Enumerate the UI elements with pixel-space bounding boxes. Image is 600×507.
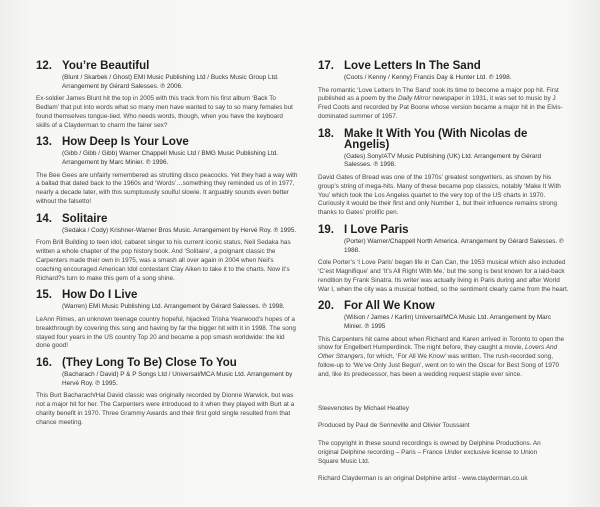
right-column	[318, 61, 570, 493]
notes-italic: Lovers And Other Strangers	[318, 344, 558, 361]
track-credit: (Gates) Sony/ATV Music Publishing (UK) Ltd. Arrangement by Gérard Salesses. ℗ 1998.	[344, 152, 542, 169]
track-credit: (Sedaka / Cody) Krishner-Warner Bros Music. Arrangement by Hervé Roy. ℗ 1995.	[62, 226, 297, 234]
track-number: 17.	[318, 60, 334, 72]
track-17	[318, 61, 570, 122]
track-credit: (Coots / Kenny / Kenny) Francis Day & Hunter Ltd. ℗ 1998.	[344, 74, 512, 81]
track-18	[318, 129, 570, 218]
notes-text: newspaper in 1931, it was set to music by J Fred Coots and recorded by Pat Boone whose version became a major hit in the Elvis-dominated summer of 1957.	[318, 95, 563, 120]
track-15	[36, 290, 298, 351]
credits-block	[318, 405, 570, 494]
track-title: You’re Beautiful	[62, 60, 150, 72]
track-notes: The Bee Gees are unfairly remembered as strutting disco peacocks. Yet they had a way with a ballad that dated back to the 1960s and ‘Words’…something they reminded us of in 1977, nearly a decade later, with this sumptuously soulful slowie. It arguably sounds even better without the falsetto!	[36, 171, 298, 205]
track-number: 15.	[36, 289, 52, 302]
track-notes	[318, 87, 570, 122]
track-number: 20.	[318, 300, 334, 313]
track-number: 13.	[36, 136, 52, 149]
left-column	[36, 61, 298, 434]
track-16	[36, 358, 298, 427]
track-notes: LeAnn Rimes, an unknown teenage country hopeful, hijacked Trisha Yearwood’s hopes of a breakthrough by covering this song and having by far the bigger hit with it in 1998. The song stayed four years in the US country Top 20 and became a pop smash worldwide: the kid done good!	[36, 315, 296, 350]
track-number: 12.	[36, 60, 52, 72]
track-title: How Do I Live	[62, 289, 138, 302]
track-title: I Love Paris	[344, 223, 409, 236]
track-number: 18.	[318, 127, 334, 140]
track-12	[36, 61, 298, 130]
track-credit: (Gibb / Gibb / Gibb) Warner Chappell Music Ltd / BMG Music Publishing Ltd. Arrangement by Marc Minier. ℗ 1996.	[62, 150, 279, 166]
producer-credit: Produced by Paul de Senneville and Olivier Toussaint	[318, 422, 470, 430]
track-credit: (Porter) Warner/Chappell North America. Arrangement by Gérard Salesses. ℗ 1988.	[344, 237, 564, 254]
track-notes: From Brill Building to teen idol, cabaret singer to his current iconic status, Neil Sedaka has written a whole chapter of the pop history book. And ‘Solitaire’, a poignant classic the Carpenters made their own in 1975, was a smash all over again in 2004 when Neil’s coaching encouraged American Idol contestant Clay Aiken to take it to the charts. Now it’s Richard?s turn to make this gem of a song shine.	[36, 239, 291, 282]
sleevenotes-credit: Sleevenotes by Michael Heatley	[318, 404, 409, 412]
track-number: 19.	[318, 223, 334, 236]
track-19	[318, 225, 570, 294]
track-title: Love Letters In The Sand	[344, 60, 481, 72]
track-number: 14.	[36, 212, 52, 225]
track-notes: David Gates of Bread was one of the 1970s’ greatest songwriters, as shown by his group’s string of mega-hits. Many of these became pop classics, notably ‘Make It With You’ which took the Los Angeles quartet to the very top of the US charts in 1970. Curiously it would be their first and only Number 1, but their influence remains strong thanks to Gates’ prolific pen.	[318, 173, 561, 217]
track-20	[318, 301, 570, 379]
copyright-notice: The copyright in these sound recordings is owned by Delphine Productions. An original Delphine recording – Paris – France Under exclusive license to Union Square Music Ltd.	[318, 440, 541, 465]
track-credit: (Warren) EMI Music Publishing Ltd. Arrangement by Gérard Salesses. ℗ 1998.	[62, 303, 285, 311]
track-title: How Deep Is Your Love	[62, 136, 189, 149]
notes-text: The romantic ‘Love Letters In The Sand’ took its time to become a major pop hit. First published as a poem by the	[318, 86, 559, 103]
track-title: Make It With You (With Nicolas de Angelis)	[344, 127, 528, 151]
artist-note: Richard Clayderman is an original Delphine artist - www.clayderman.co.uk	[318, 475, 528, 483]
track-13	[36, 137, 298, 206]
track-14	[36, 214, 298, 284]
track-credit: (Wilson / James / Karlin) Universal/MCA Music Ltd. Arrangement by Marc Minier. ℗ 1995	[344, 314, 552, 330]
track-notes: Ex-soldier James Blunt hit the top in 2005 with this track from his first album ‘Back To Bedlam’ that put into words what so many men have wanted to say to so many females but found themselves tongue-tied. Who needs words, though, when you have the keyboard skills of a Clayderman to charm the fairer sex?	[36, 95, 293, 129]
track-title: Solitaire	[62, 212, 108, 225]
track-notes	[318, 336, 570, 380]
track-credit: (Bacharach / David) P & P Songs Ltd / Universal/MCA Music Ltd. Arrangement by Hervé Roy. ℗ 1995.	[62, 371, 293, 387]
track-notes: This Burt Bacharach/Hal David classic was originally recorded by Dionne Warwick, but was not a major hit for her. The Carpenters were introduced to it when they played with Burt at a charity benefit in 1970. Three Grammy Awards and their first gold single resulted from that chance meeting.	[36, 392, 295, 426]
notes-text: This Carpenters hit came about when Richard and Karen arrived in Toronto to open the show for Engelbert Humperdinck. The night before, they caught a movie,	[318, 335, 565, 352]
notes-italic: Daily Mirror	[397, 95, 431, 103]
track-title: For All We Know	[344, 300, 435, 313]
track-title: (They Long To Be) Close To You	[62, 357, 237, 370]
notes-text: , for which, ‘For All We Know’ was written. The rush-recorded song, follow-up to ‘We’ve Only Just Begun’, went on to win the Oscar for Best Song of 1970 and, like its predecessor, has been a wedding request staple ever since.	[318, 353, 560, 378]
track-notes: Cole Porter’s ‘I Love Paris’ began life in Can Can, the 1953 musical which also included ‘C’est Magnifique’ and ‘It’s All Right With Me,’ but the song is best known for a laid-back rendition by Frank Sinatra. Its writer was actually living in Paris during and after World War I, when the city was a musical hotbed, so the sentiment clearly came from the heart.	[318, 259, 569, 293]
track-number: 16.	[36, 357, 52, 370]
track-credit: (Blunt / Skarbek / Ghost) EMI Music Publishing Ltd / Bucks Music Group Ltd. Arrangement by Gérard Salesses. ℗ 2006.	[62, 74, 279, 90]
